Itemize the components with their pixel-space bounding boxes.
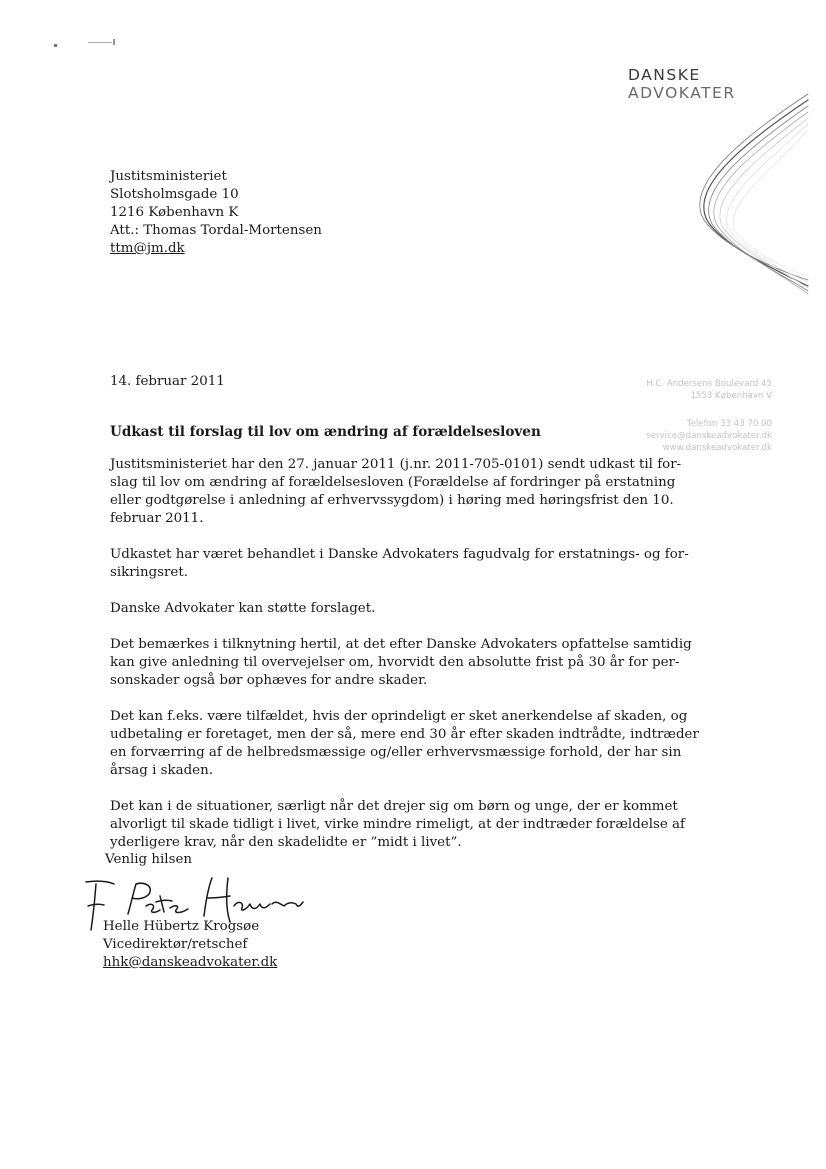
body-line: Det bemærkes i tilknytning hertil, at det efter Danske Advokaters opfattelse samtidig (110, 637, 692, 652)
body-paragraph (110, 456, 682, 528)
scan-speck (54, 44, 57, 47)
body-line: Danske Advokater kan støtte forslaget. (110, 601, 376, 616)
recipient-address (110, 168, 322, 258)
signer-block (103, 918, 277, 972)
body-line: Det kan f.eks. være tilfældet, hvis der oprindeligt er sket anerkendelse af skaden, og (110, 709, 688, 724)
logo-swoosh-graphic (690, 82, 810, 294)
body-line: udbetaling er foretaget, men der så, mere end 30 år efter skaden indtrådte, indtræder (110, 727, 699, 742)
recipient-attention: Att.: Thomas Tordal-Mortensen (110, 223, 322, 238)
sender-address-line-2: 1553 København V (690, 391, 772, 401)
body-paragraph (110, 600, 610, 618)
sender-phone: Telefon 33 43 70 00 (686, 419, 772, 429)
body-line: slag til lov om ændring af forældelsesloven (Forældelse af fordringer på erstatning (110, 475, 676, 490)
recipient-name: Justitsministeriet (110, 169, 227, 184)
signer-name: Helle Hübertz Krogsøe (103, 919, 260, 934)
body-line: sonskader også bør ophæves for andre skader. (110, 673, 428, 688)
body-paragraph (110, 708, 699, 780)
body-line: sikringsret. (110, 565, 188, 580)
body-line: alvorligt til skade tidligt i livet, virke mindre rimeligt, at der indtræder forældelse af (110, 817, 685, 832)
sender-contact-block (600, 378, 772, 454)
body-line: kan give anledning til overvejelser om, hvorvidt den absolutte frist på 30 år for per- (110, 655, 680, 670)
recipient-street: Slotsholmsgade 10 (110, 187, 239, 202)
recipient-city: 1216 København K (110, 205, 239, 220)
scan-speck (88, 42, 112, 43)
sender-email: service@danskeadvokater.dk (646, 431, 772, 441)
scan-speck (113, 39, 115, 45)
sender-address-line-1: H.C. Andersens Boulevard 45 (646, 379, 772, 389)
body-paragraph (110, 798, 685, 852)
body-line: Udkastet har været behandlet i Danske Advokaters fagudvalg for erstatnings- og for- (110, 547, 689, 562)
recipient-email-link[interactable]: ttm@jm.dk (110, 241, 185, 256)
body-line: eller godtgørelse i anledning af erhvervssygdom) i høring med høringsfrist den 10. (110, 493, 674, 508)
sender-website: www.danskeadvokater.dk (662, 443, 772, 453)
body-paragraph (110, 636, 692, 690)
body-line: en forværring af de helbredsmæssige og/eller erhvervsmæssige forhold, der har sin (110, 745, 682, 760)
closing-greeting: Venlig hilsen (105, 852, 192, 867)
logo-line-2: ADVOKATER (628, 84, 736, 102)
body-line: februar 2011. (110, 511, 204, 526)
letter-date: 14. februar 2011 (110, 374, 225, 389)
signer-email-link[interactable]: hhk@danskeadvokater.dk (103, 955, 278, 970)
body-line: yderligere krav, når den skadelidte er ”midt i livet”. (110, 835, 462, 850)
body-line: Det kan i de situationer, særligt når det drejer sig om børn og unge, der er kommet (110, 799, 678, 814)
signer-title: Vicedirektør/retschef (103, 937, 248, 952)
body-line: Justitsministeriet har den 27. januar 2011 (j.nr. 2011-705-0101) sendt udkast til for- (110, 457, 682, 472)
letter-subject: Udkast til forslag til lov om ændring af forældelsesloven (110, 424, 541, 440)
letter-body (110, 456, 699, 870)
body-paragraph (110, 546, 689, 582)
logo-line-1: DANSKE (628, 66, 701, 84)
body-line: årsag i skaden. (110, 763, 213, 778)
